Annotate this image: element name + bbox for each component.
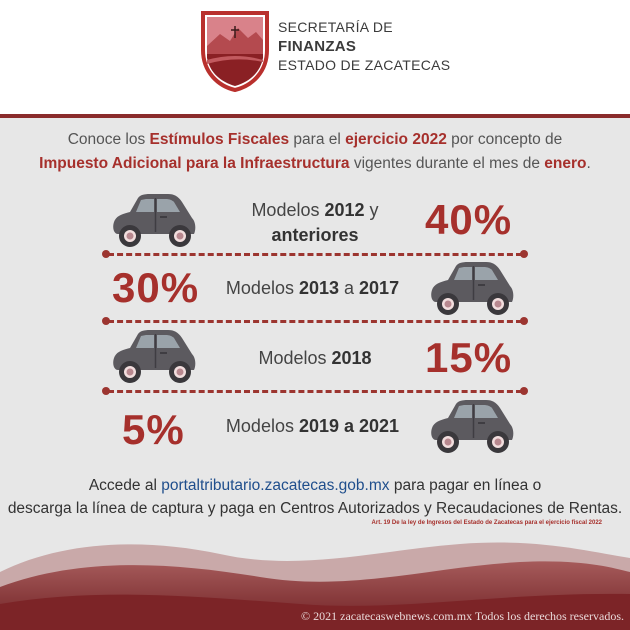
agency-name xyxy=(278,18,450,75)
discount-row-2 xyxy=(0,258,630,318)
discount-row-1 xyxy=(0,190,630,250)
shield-logo-icon xyxy=(200,10,270,92)
discount-row-4 xyxy=(0,396,630,456)
copyright-notice: © 2021 zacatecaswebnews.com.mx Todos los derechos reservados. xyxy=(301,609,624,623)
portal-link[interactable]: portaltributario.zacatecas.gob.mx xyxy=(161,477,390,494)
car-icon xyxy=(426,396,518,458)
agency-line-3: ESTADO DE ZACATECAS xyxy=(278,57,451,73)
intro-part: vigentes durante el mes de xyxy=(349,155,545,172)
dashed-divider xyxy=(108,253,522,256)
dashed-divider xyxy=(108,320,522,323)
payment-instructions xyxy=(0,474,630,520)
row-label: Modelos 2012 y anteriores xyxy=(251,200,379,245)
car-icon xyxy=(108,190,200,252)
header-divider xyxy=(0,114,630,118)
discount-percent: 15% xyxy=(425,334,513,381)
intro-part: . xyxy=(586,155,591,172)
row-label: Modelos 2013 a 2017 xyxy=(225,278,400,298)
row-label: Modelos 2019 a 2021 xyxy=(225,416,400,436)
instructions-text: Accede al xyxy=(88,477,162,494)
intro-highlight: Estímulos Fiscales xyxy=(149,131,290,148)
discount-percent: 40% xyxy=(425,196,513,243)
row-label: Modelos 2018 xyxy=(258,348,372,368)
intro-highlight: Impuesto Adicional para la Infraestructura xyxy=(39,155,350,172)
agency-line-2: FINANZAS xyxy=(278,38,357,55)
legal-note: Art. 19 De la ley de Ingresos del Estado de Zacatecas para el ejercicio fiscal 2022 xyxy=(371,520,602,526)
dashed-divider xyxy=(108,390,522,393)
discount-percent: 30% xyxy=(112,264,200,311)
discount-percent: 5% xyxy=(122,406,185,453)
car-icon xyxy=(426,258,518,320)
agency-line-1: SECRETARÍA DE xyxy=(278,19,393,35)
intro-part: por concepto de xyxy=(446,131,563,148)
intro-highlight: ejercicio 2022 xyxy=(345,131,447,148)
instructions-text: descarga la línea de captura y paga en Centros Autorizados y Recaudaciones de Rentas. xyxy=(7,500,623,517)
instructions-text: para pagar en línea o xyxy=(389,477,542,494)
intro-part: para el xyxy=(289,131,346,148)
discount-row-3 xyxy=(0,326,630,386)
car-icon xyxy=(108,326,200,388)
intro-part: Conoce los xyxy=(67,131,150,148)
intro-text xyxy=(0,128,630,176)
intro-highlight: enero xyxy=(544,155,587,172)
